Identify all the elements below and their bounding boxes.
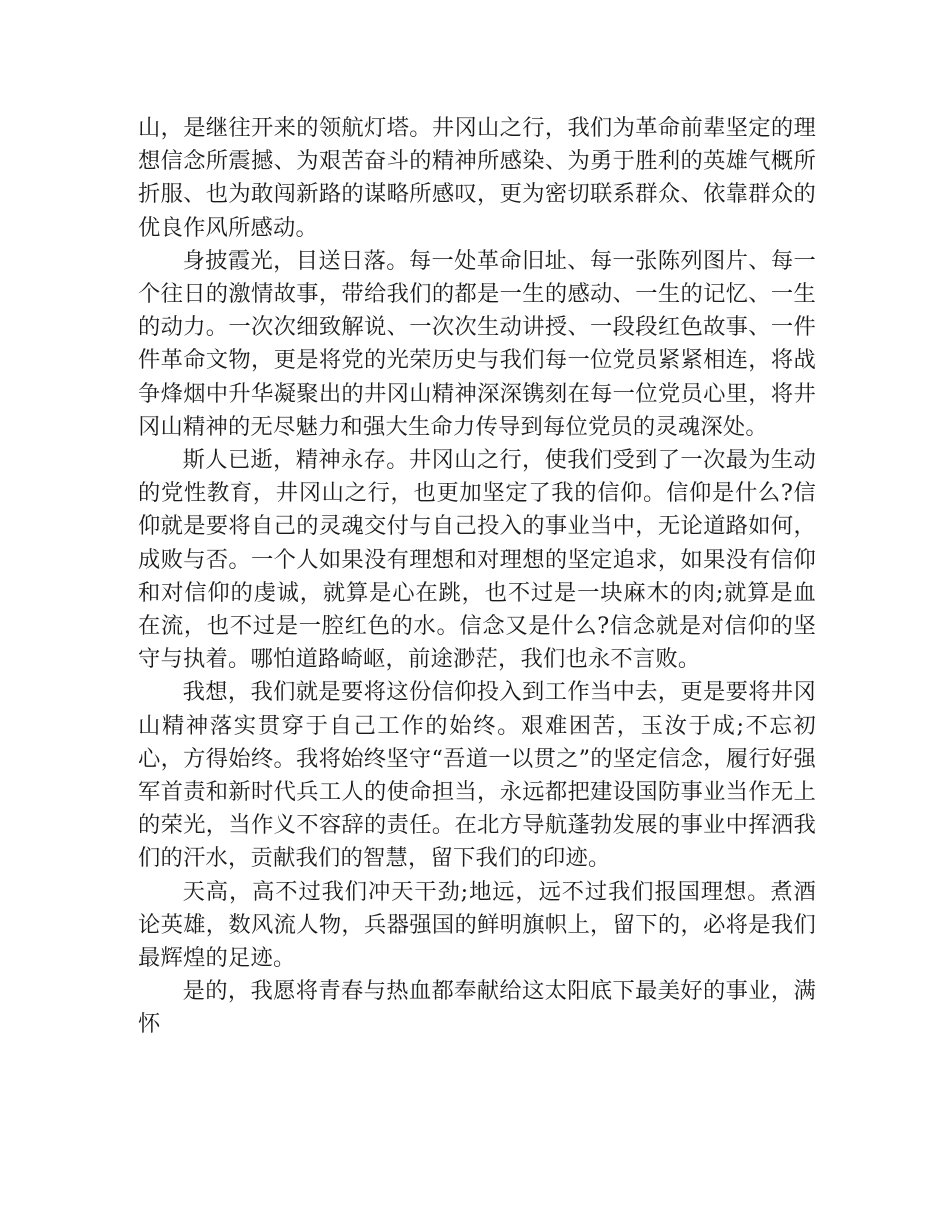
paragraph: 身披霞光，目送日落。每一处革命旧址、每一张陈列图片、每一个往日的激情故事，带给我们的都是一生的感动、一生的记忆、一生的动力。一次次细致解说、一次次生动讲授、一段段红色故事、一件件革命文物，更是将党的光荣历史与我们每一位党员紧紧相连，将战争烽烟中升华凝聚出的井冈山精神深深镌刻在每一位党员心里，将井冈山精神的无尽魅力和强大生命力传导到每位党员的灵魂深处。: [138, 247, 816, 440]
paragraph: 我想，我们就是要将这份信仰投入到工作当中去，更是要将井冈山精神落实贯穿于自己工作的始终。艰难困苦，玉汝于成;不忘初心，方得始终。我将始终坚守“吾道一以贯之”的坚定信念，履行好强军首责和新时代兵工人的使命担当，永远都把建设国防事业当作无上的荣光，当作义不容辞的责任。在北方导航蓬勃发展的事业中挥洒我们的汗水，贡献我们的智慧，留下我们的印迹。: [138, 679, 816, 872]
document-body: [138, 112, 816, 1042]
paragraph: 山，是继往开来的领航灯塔。井冈山之行，我们为革命前辈坚定的理想信念所震撼、为艰苦奋斗的精神所感染、为勇于胜利的英雄气概所折服、也为敢闯新路的谋略所感叹，更为密切联系群众、依靠群众的优良作风所感动。: [138, 115, 816, 241]
paragraph: 是的，我愿将青春与热血都奉献给这太阳底下最美好的事业，满怀: [138, 978, 816, 1038]
paragraph: 天高，高不过我们冲天干劲;地远，远不过我们报国理想。煮酒论英雄，数风流人物，兵器强国的鲜明旗帜上，留下的，必将是我们最辉煌的足迹。: [138, 878, 816, 972]
paragraph: 斯人已逝，精神永存。井冈山之行，使我们受到了一次最为生动的党性教育，井冈山之行，也更加坚定了我的信仰。信仰是什么?信仰就是要将自己的灵魂交付与自己投入的事业当中，无论道路如何，成败与否。一个人如果没有理想和对理想的坚定追求，如果没有信仰和对信仰的虔诚，就算是心在跳，也不过是一块麻木的肉;就算是血在流，也不过是一腔红色的水。信念又是什么?信念就是对信仰的坚守与执着。哪怕道路崎岖，前途渺茫，我们也永不言败。: [138, 447, 816, 673]
